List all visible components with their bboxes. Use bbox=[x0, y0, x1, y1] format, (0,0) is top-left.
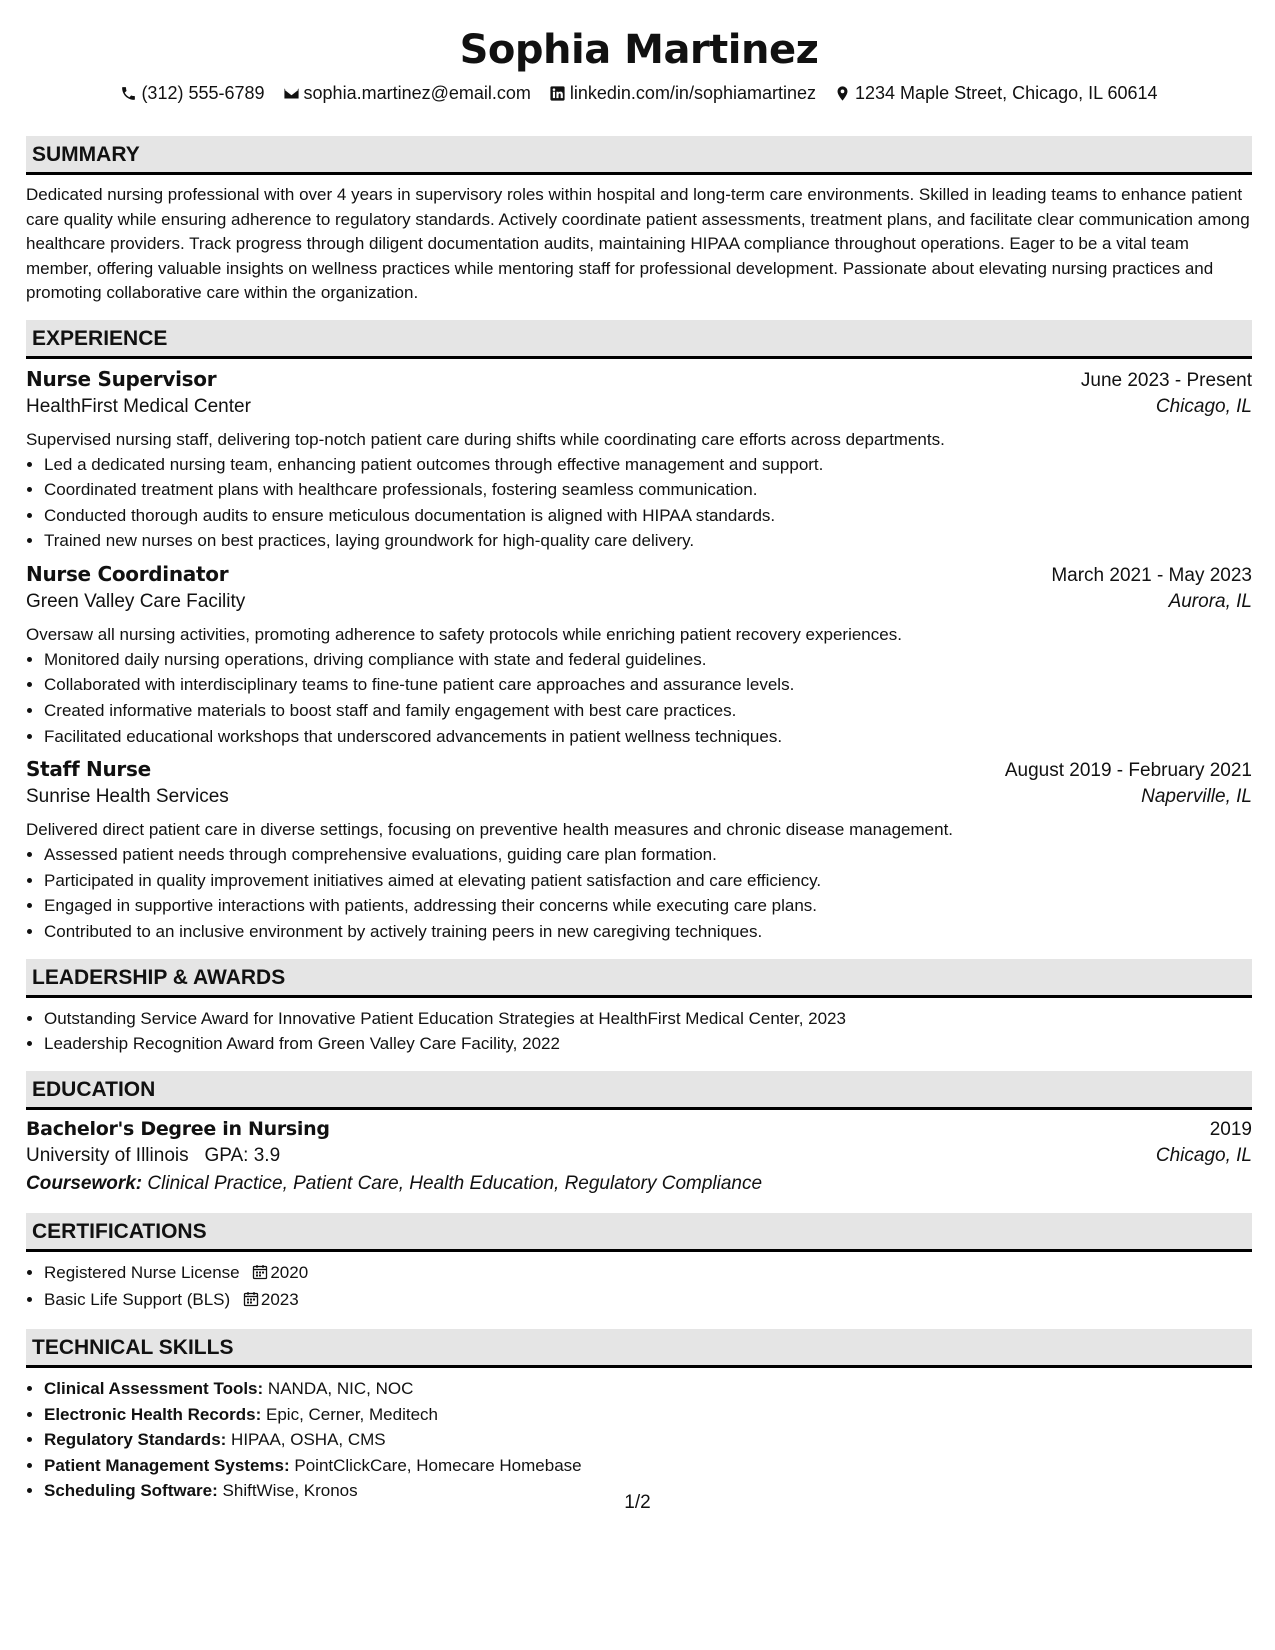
education-heading: EDUCATION bbox=[26, 1071, 1252, 1110]
skills-heading: TECHNICAL SKILLS bbox=[26, 1329, 1252, 1368]
skills-list bbox=[26, 1376, 1252, 1504]
map-pin-icon bbox=[834, 85, 851, 102]
degree: Bachelor's Degree in Nursing bbox=[26, 1117, 330, 1140]
skill-value: NANDA, NIC, NOC bbox=[267, 1379, 414, 1398]
list-item bbox=[44, 1402, 1252, 1428]
email-text: sophia.martinez@email.com bbox=[303, 83, 531, 103]
job-location: Naperville, IL bbox=[1141, 786, 1252, 808]
job-company: HealthFirst Medical Center bbox=[26, 395, 251, 417]
list-item: • Created informative materials to boost staff and family engagement with best care practices. bbox=[44, 698, 1252, 724]
job-dates: August 2019 - February 2021 bbox=[1004, 760, 1252, 782]
list-item bbox=[44, 1453, 1252, 1479]
coursework bbox=[26, 1173, 1252, 1195]
list-item: • Contributed to an inclusive environment by actively training peers in new caregiving techniques. bbox=[44, 919, 1252, 945]
phone-text: (312) 555-6789 bbox=[141, 83, 265, 103]
skill-value: ShiftWise, Kronos bbox=[222, 1481, 358, 1501]
contact-phone bbox=[120, 80, 264, 106]
resume-page bbox=[26, 0, 1252, 1504]
job-company: Sunrise Health Services bbox=[26, 786, 229, 808]
linkedin-text: linkedin.com/in/sophiamartinez bbox=[569, 83, 817, 103]
summary-text: Dedicated nursing professional with over 4 years in supervisory roles within hospital and long-term care environments. Skilled in leading teams to enhance patient care quality while ensuring adherence to regulatory standards. Actively coordinate patient assessments, treatment plans, and facilitate clear communication among healthcare providers. Track progress through diligent documentation audits, maintaining HIPAA compliance throughout operations. Eager to be a vital team member, offering valuable insights on wellness practices while mentoring staff for professional development. Passionate about elevating nursing practices and promoting collaborative care within the organization. bbox=[26, 185, 1250, 302]
skill-value: Epic, Cerner, Meditech bbox=[266, 1404, 438, 1424]
contact-linkedin[interactable] bbox=[549, 80, 816, 106]
coursework-label: Coursework: bbox=[26, 1172, 143, 1194]
list-item: • Trained new nurses on best practices, laying groundwork for high-quality care delivery. bbox=[44, 528, 1252, 554]
list-item bbox=[44, 1287, 1252, 1315]
skill-label: Clinical Assessment Tools: bbox=[44, 1379, 264, 1398]
experience-heading: EXPERIENCE bbox=[26, 320, 1252, 359]
job-bullets bbox=[26, 842, 1252, 944]
list-item: • Assessed patient needs through comprehensive evaluations, guiding care plan formation. bbox=[44, 842, 1252, 868]
list-item bbox=[44, 1376, 1252, 1402]
contact-bar bbox=[26, 80, 1252, 106]
list-item: • Leadership Recognition Award from Green Valley Care Facility, 2022 bbox=[44, 1031, 1252, 1057]
contact-address bbox=[834, 80, 1158, 106]
job-bullets bbox=[26, 452, 1252, 554]
skill-label: Regulatory Standards: bbox=[44, 1430, 227, 1450]
phone-icon bbox=[120, 85, 137, 102]
job-description: Supervised nursing staff, delivering top-notch patient care during shifts while coordinating care efforts across departments. bbox=[26, 429, 945, 449]
job-description: Oversaw all nursing activities, promoting adherence to safety protocols while enriching patient recovery experiences. bbox=[26, 624, 902, 644]
school-line bbox=[26, 1145, 280, 1167]
calendar-icon bbox=[243, 1289, 259, 1315]
job-entry bbox=[26, 562, 1252, 749]
list-item: • Engaged in supportive interactions with patients, addressing their concerns while executing care plans. bbox=[44, 893, 1252, 919]
school-location: Chicago, IL bbox=[1155, 1144, 1252, 1166]
list-item: • Collaborated with interdisciplinary teams to fine-tune patient care approaches and assurance levels. bbox=[44, 672, 1252, 698]
address-text: 1234 Maple Street, Chicago, IL 60614 bbox=[855, 83, 1158, 103]
job-entry bbox=[26, 367, 1252, 554]
job-title: Nurse Supervisor bbox=[26, 366, 217, 391]
skill-label: Electronic Health Records: bbox=[44, 1404, 262, 1424]
job-location: Aurora, IL bbox=[1168, 590, 1252, 612]
certifications-heading: CERTIFICATIONS bbox=[26, 1213, 1252, 1252]
awards-list bbox=[26, 1006, 1252, 1057]
cert-year: 2023 bbox=[260, 1290, 299, 1310]
school-name: University of Illinois bbox=[26, 1144, 189, 1166]
cert-name: Registered Nurse License bbox=[44, 1262, 240, 1282]
list-item bbox=[44, 1427, 1252, 1453]
list-item: • Conducted thorough audits to ensure meticulous documentation is aligned with HIPAA standards. bbox=[44, 503, 1252, 529]
list-item: • Outstanding Service Award for Innovative Patient Education Strategies at HealthFirst Medical Center, 2023 bbox=[44, 1006, 1252, 1032]
job-dates: March 2021 - May 2023 bbox=[1051, 564, 1252, 586]
job-company: Green Valley Care Facility bbox=[26, 590, 246, 612]
skill-label: Scheduling Software: bbox=[44, 1481, 218, 1501]
job-title: Nurse Coordinator bbox=[26, 561, 229, 586]
cert-year: 2020 bbox=[270, 1262, 309, 1282]
calendar-icon bbox=[252, 1262, 268, 1288]
job-dates: June 2023 - Present bbox=[1080, 369, 1252, 391]
certifications-list bbox=[26, 1260, 1252, 1315]
coursework-list: Clinical Practice, Patient Care, Health Education, Regulatory Compliance bbox=[147, 1172, 763, 1194]
skill-value: HIPAA, OSHA, CMS bbox=[231, 1430, 386, 1450]
graduation-year: 2019 bbox=[1209, 1118, 1252, 1140]
cert-name: Basic Life Support (BLS) bbox=[44, 1290, 231, 1310]
list-item: • Monitored daily nursing operations, driving compliance with state and federal guidelines. bbox=[44, 647, 1252, 673]
page-number: 1/2 bbox=[624, 1492, 651, 1513]
education-entry bbox=[26, 1118, 1252, 1195]
list-item: • Participated in quality improvement initiatives aimed at elevating patient satisfaction and care efficiency. bbox=[44, 868, 1252, 894]
job-entry bbox=[26, 757, 1252, 944]
list-item: • Coordinated treatment plans with healthcare professionals, fostering seamless communication. bbox=[44, 477, 1252, 503]
list-item bbox=[44, 1260, 1252, 1288]
linkedin-icon bbox=[549, 85, 566, 102]
envelope-icon bbox=[283, 85, 300, 102]
skill-label: Patient Management Systems: bbox=[44, 1455, 290, 1475]
job-title: Staff Nurse bbox=[26, 757, 151, 782]
list-item: • Led a dedicated nursing team, enhancing patient outcomes through effective management and support. bbox=[44, 452, 1252, 478]
job-description: Delivered direct patient care in diverse settings, focusing on preventive health measures and chronic disease management. bbox=[26, 820, 954, 840]
contact-email[interactable] bbox=[283, 80, 531, 106]
gpa: GPA: 3.9 bbox=[204, 1144, 281, 1166]
awards-heading: LEADERSHIP & AWARDS bbox=[26, 959, 1252, 998]
job-location: Chicago, IL bbox=[1155, 395, 1252, 417]
candidate-name: Sophia Martinez bbox=[459, 27, 819, 73]
list-item: • Facilitated educational workshops that underscored advancements in patient wellness techniques. bbox=[44, 724, 1252, 750]
job-bullets bbox=[26, 647, 1252, 749]
skill-value: PointClickCare, Homecare Homebase bbox=[294, 1455, 582, 1475]
summary-heading: SUMMARY bbox=[26, 136, 1252, 175]
